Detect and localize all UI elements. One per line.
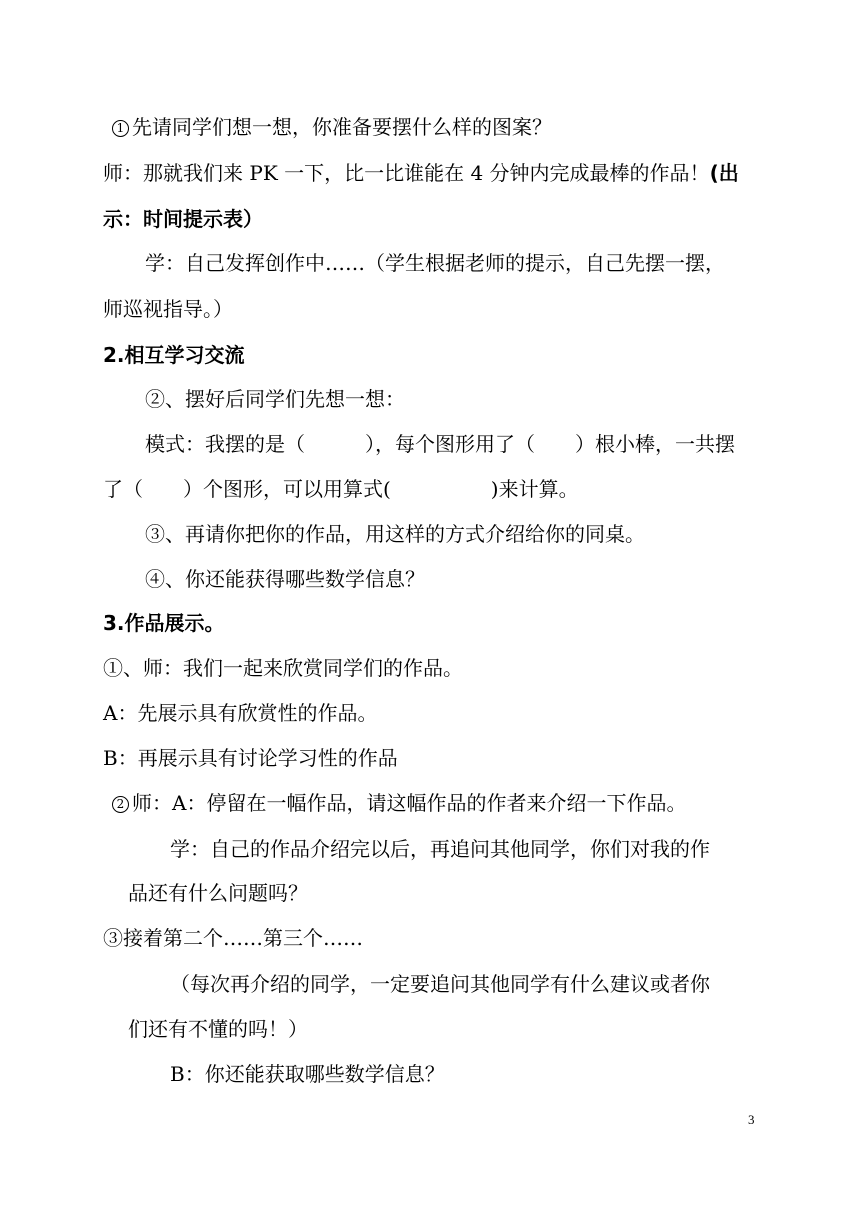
circled-number-2: 2	[112, 796, 129, 813]
note-line-1: （每次再介绍的同学，一定要追问其他同学有什么建议或者你	[170, 972, 710, 996]
next-works-line: ③接着第二个……第三个……	[103, 926, 363, 950]
question-1-text: 先请同学们想一想，你准备要摆什么样的图案？	[132, 115, 552, 139]
show-label-start: (出	[709, 161, 739, 185]
question-1-line	[112, 114, 552, 140]
page-number: 3	[748, 1112, 755, 1127]
pattern-template-line-2: 了（ ）个图形，可以用算式( )来计算。	[103, 477, 579, 501]
circled-number-1: 1	[112, 120, 129, 137]
student-create-line: 学：自己发挥创作中……（学生根据老师的提示，自己先摆一摆，	[145, 251, 725, 275]
student-question-line: 品还有什么问题吗？	[128, 881, 308, 905]
teacher-pk-text: 师：那就我们来 PK 一下，比一比谁能在 4 分钟内完成最棒的作品！	[103, 161, 710, 185]
teacher-stop-line	[112, 790, 686, 816]
teacher-patrol-line: 师巡视指导。）	[103, 297, 233, 321]
show-a-line: A：先展示具有欣赏性的作品。	[103, 701, 378, 725]
teacher-pk-line	[103, 160, 739, 186]
section-3-heading: 3.作品展示。	[103, 611, 225, 635]
student-introduce-line: 学：自己的作品介绍完以后，再追问其他同学，你们对我的作	[170, 837, 710, 861]
show-time-table-line: 示：时间提示表）	[103, 207, 263, 231]
teacher-stop-text: 师：A：停留在一幅作品，请这幅作品的作者来介绍一下作品。	[132, 791, 687, 815]
b-info-line: B：你还能获取哪些数学信息？	[170, 1062, 445, 1086]
step-4-line: ④、你还能获得哪些数学信息？	[145, 567, 425, 591]
pattern-template-line-1: 模式：我摆的是（ ），每个图形用了（ ）根小棒，一共摆	[145, 432, 735, 456]
show-b-line: B：再展示具有讨论学习性的作品	[103, 746, 398, 770]
appreciate-line: ①、师：我们一起来欣赏同学们的作品。	[103, 656, 463, 680]
step-3-line: ③、再请你把你的作品，用这样的方式介绍给你的同桌。	[145, 522, 645, 546]
step-2-line: ②、摆好后同学们先想一想：	[145, 387, 405, 411]
section-2-heading: 2.相互学习交流	[103, 343, 245, 367]
note-line-2: 们还有不懂的吗！）	[128, 1017, 308, 1041]
